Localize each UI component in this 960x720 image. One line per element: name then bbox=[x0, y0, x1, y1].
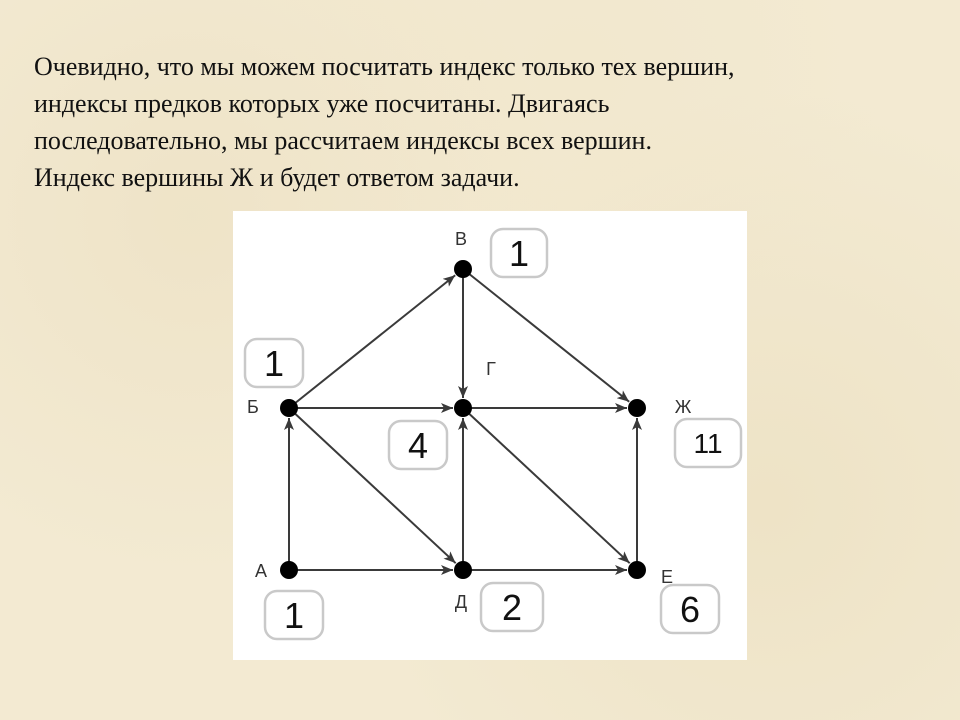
index-badge-zh bbox=[675, 419, 741, 467]
edge-g-e bbox=[463, 408, 630, 563]
vertex-label-d: Д bbox=[454, 592, 468, 612]
text-line-4: Индекс вершины Ж и будет ответом задачи. bbox=[34, 163, 520, 192]
index-value-b: 1 bbox=[263, 343, 285, 384]
index-value-g: 4 bbox=[407, 425, 429, 466]
vertex-v bbox=[454, 260, 472, 278]
vertex-label-v: В bbox=[454, 229, 468, 249]
vertex-label-e: Е bbox=[660, 567, 674, 587]
graph-panel bbox=[233, 211, 747, 660]
directed-graph bbox=[233, 211, 747, 660]
vertex-b bbox=[280, 399, 298, 417]
edge-b-v bbox=[289, 275, 455, 408]
index-value-zh: 11 bbox=[693, 428, 723, 459]
index-badge-g bbox=[389, 421, 447, 469]
text-line-2: индексы предков которых уже посчитаны. Двигаясь bbox=[34, 89, 610, 118]
index-badge-a bbox=[265, 591, 323, 639]
vertex-label-zh: Ж bbox=[674, 397, 692, 417]
index-badge-d bbox=[481, 583, 543, 631]
vertex-e bbox=[628, 561, 646, 579]
vertex-a bbox=[280, 561, 298, 579]
vertex-zh bbox=[628, 399, 646, 417]
text-line-3: последовательно, мы рассчитаем индексы всех вершин. bbox=[34, 126, 652, 155]
vertex-label-g: Г bbox=[486, 359, 496, 379]
explanation-text bbox=[34, 48, 934, 196]
index-value-d: 2 bbox=[501, 587, 523, 628]
index-badge-e bbox=[661, 585, 719, 633]
vertex-label-a: А bbox=[255, 561, 268, 581]
vertex-d bbox=[454, 561, 472, 579]
index-value-e: 6 bbox=[679, 589, 701, 630]
vertex-label-b: Б bbox=[247, 397, 259, 417]
index-badge-v bbox=[491, 229, 547, 277]
edge-v-zh bbox=[463, 269, 629, 402]
vertex-g bbox=[454, 399, 472, 417]
text-line-1: Очевидно, что мы можем посчитать индекс только тех вершин, bbox=[34, 52, 735, 81]
index-value-v: 1 bbox=[508, 233, 530, 274]
index-value-a: 1 bbox=[283, 595, 305, 636]
index-badge-b bbox=[245, 339, 303, 387]
